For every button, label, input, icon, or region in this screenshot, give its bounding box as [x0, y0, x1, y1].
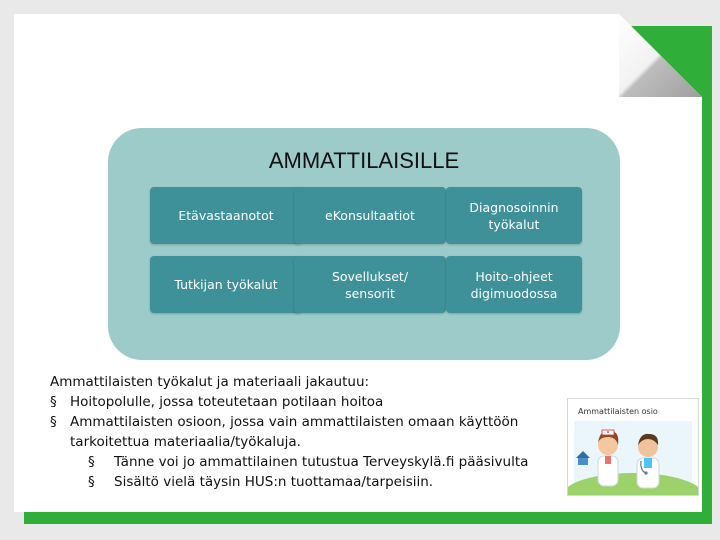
tile-e-consultations[interactable] [294, 187, 446, 244]
tile-label: Hoito-ohjeet digimuodossa [470, 268, 558, 301]
tile-digital-care-guides[interactable] [446, 256, 582, 313]
bullet-text: Hoitopolulle, jossa toteutetaan potilaan hoitoa [70, 394, 384, 410]
bullet-continuation: tarkoitettua materiaalia/työkaluja. [70, 434, 301, 450]
nurse-illustration-icon [598, 430, 618, 486]
tile-label: Tutkijan työkalut [174, 277, 278, 292]
tile-apps-sensors[interactable] [294, 256, 446, 313]
doctor-illustration-icon [637, 434, 659, 488]
bullet-item [50, 392, 570, 412]
tile-label: Sovellukset/ sensorit [331, 268, 409, 301]
tile-remote-appointments[interactable] [150, 187, 302, 244]
tile-label: Diagnosoinnin työkalut [469, 199, 559, 232]
sub-bullet-text: Sisältö vielä täysin HUS:n tuottamaa/tarpeisiin. [114, 474, 434, 490]
tile-researcher-tools[interactable] [150, 256, 302, 313]
tile-label: Etävastaanotot [178, 208, 274, 223]
description-text [50, 372, 570, 492]
intro-line: Ammattilaisten työkalut ja materiaali jakautuu: [50, 374, 370, 390]
panel-title: AMMATTILAISILLE [268, 148, 460, 173]
bullet-marker: § [88, 454, 95, 470]
bullet-marker: § [50, 394, 57, 410]
bullet-item [50, 412, 570, 432]
professionals-section-thumbnail[interactable] [567, 398, 699, 496]
thumbnail-label: Ammattilaisten osio [578, 407, 658, 416]
sub-bullet-text: Tänne voi jo ammattilainen tutustua Terveyskylä.fi pääsivulta [114, 454, 529, 470]
thumbnail-illustration [568, 399, 698, 495]
bullet-text: Ammattilaisten osioon, jossa vain ammattilaisten omaan käyttöön [70, 414, 519, 430]
bullet-marker: § [88, 474, 95, 490]
professionals-panel [108, 128, 620, 360]
tile-label: eKonsultaatiot [325, 208, 415, 223]
sub-bullet-item [50, 472, 570, 492]
sub-bullet-item [50, 452, 570, 472]
bullet-marker: § [50, 414, 57, 430]
tile-diagnostic-tools[interactable] [446, 187, 582, 244]
